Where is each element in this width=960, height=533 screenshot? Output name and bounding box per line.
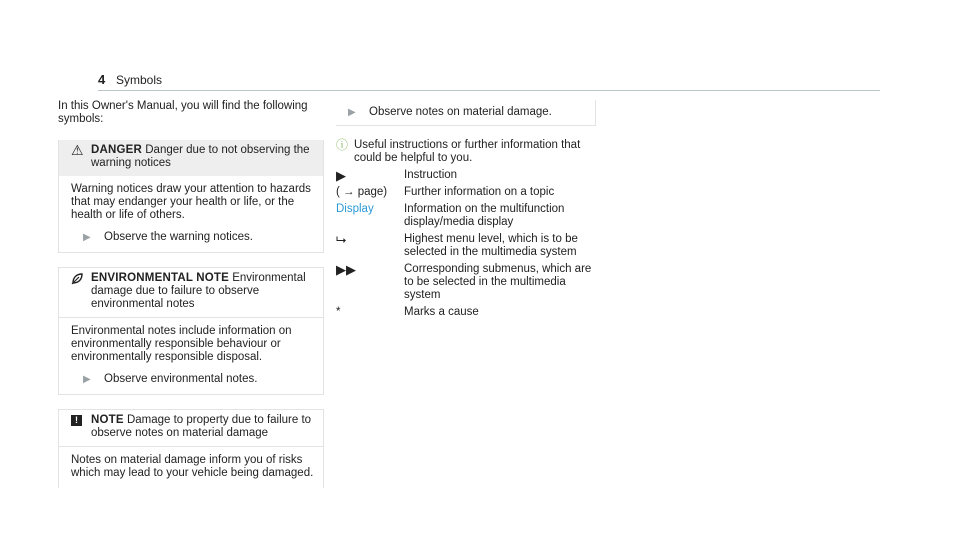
- warning-triangle-icon: ⚠: [71, 142, 84, 158]
- environment-header: [59, 267, 323, 318]
- environment-step: [71, 373, 315, 386]
- asterisk-symbol: *: [336, 306, 341, 318]
- danger-header: [59, 140, 323, 176]
- page-header: [98, 72, 880, 91]
- danger-step-text: Observe the warning notices.: [104, 231, 253, 243]
- note-title: NOTE: [91, 414, 124, 426]
- symbol-row: [336, 169, 596, 182]
- symbol-row: [336, 263, 596, 302]
- instruction-arrow-icon: ▶: [336, 168, 346, 183]
- symbol-text: Corresponding submenus, which are to be selected in the multimedia system: [404, 263, 592, 301]
- damage-step-box: [336, 100, 596, 126]
- exclamation-square-icon: !: [71, 415, 82, 426]
- step-arrow-icon: ▶: [83, 374, 91, 385]
- environment-title: ENVIRONMENTAL NOTE: [91, 272, 229, 284]
- symbol-text: Instruction: [404, 169, 458, 181]
- environment-leaf-icon: [71, 272, 91, 287]
- symbol-row: [336, 203, 596, 229]
- submenu-double-arrow-icon: ▶▶: [336, 262, 356, 277]
- symbol-row: [336, 306, 596, 319]
- tip-row: [336, 139, 596, 165]
- page-reference-symbol: ( → page): [336, 186, 388, 198]
- step-arrow-icon: ▶: [83, 232, 91, 243]
- left-column: [58, 100, 324, 502]
- tip-text: Useful instructions or further information that could be helpful to you.: [354, 139, 581, 164]
- danger-text: Warning notices draw your attention to hazards that may endanger your health or life, or the health or life of others.: [71, 183, 311, 221]
- note-box: [58, 409, 324, 488]
- danger-heading: Danger due to not observing the warning notices: [91, 144, 310, 169]
- environment-box: [58, 267, 324, 395]
- danger-step: [71, 231, 315, 244]
- symbol-text: Further information on a topic: [404, 186, 555, 198]
- danger-body: [59, 176, 323, 252]
- info-circle-icon: ⓘ: [336, 138, 349, 152]
- environment-text: Environmental notes include information on environmentally responsible behaviour or environmentally responsible disposal.: [71, 325, 292, 363]
- section-title: Symbols: [116, 73, 163, 87]
- step-arrow-icon: ▶: [348, 107, 356, 118]
- note-header: [59, 409, 323, 447]
- note-body: [59, 447, 323, 488]
- display-symbol: Display: [336, 203, 374, 215]
- note-heading: Damage to property due to failure to observe notes on material damage: [91, 414, 312, 439]
- danger-title: DANGER: [91, 144, 143, 156]
- damage-step-text: Observe notes on material damage.: [369, 106, 552, 118]
- danger-box: [58, 140, 324, 253]
- symbol-row: [336, 233, 596, 259]
- note-text: Notes on material damage inform you of risks which may lead to your vehicle being damaged.: [71, 454, 314, 479]
- environment-step-text: Observe environmental notes.: [104, 373, 258, 385]
- environment-heading: Environmental damage due to failure to observe environmental notes: [91, 272, 306, 310]
- symbol-text: Highest menu level, which is to be selected in the multimedia system: [404, 233, 578, 258]
- symbol-row: [336, 186, 596, 199]
- symbol-text: Information on the multifunction display/media display: [404, 203, 565, 228]
- symbol-text: Marks a cause: [404, 306, 479, 318]
- menu-level-arrow-icon: ⮡: [336, 232, 347, 247]
- page-number: 4: [98, 72, 106, 87]
- intro-text: In this Owner's Manual, you will find the following symbols:: [58, 100, 308, 125]
- right-column: [336, 100, 596, 319]
- environment-body: [59, 318, 323, 394]
